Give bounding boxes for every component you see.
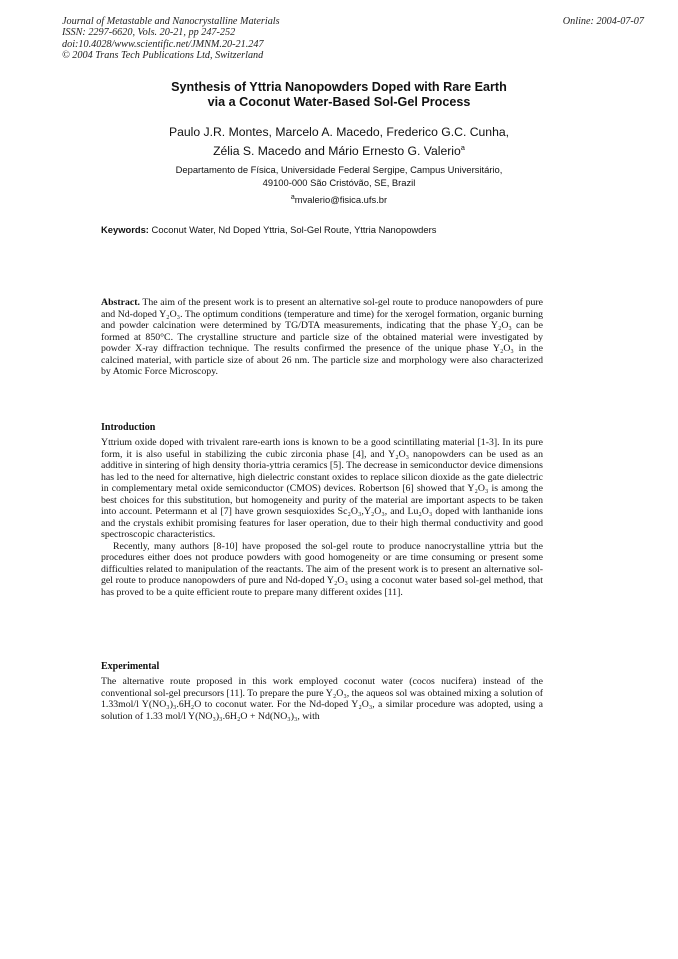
abstract-paragraph xyxy=(101,297,543,378)
affiliation-line-1: Departamento de Física, Universidade Federal Sergipe, Campus Universitário, xyxy=(175,164,503,175)
introduction-paragraph-2: Recently, many authors [8-10] have proposed the sol-gel route to produce nanocrystalline yttria but the procedures either does not produce powders with good homogeneity or are time consuming or present some difficulties related to manipulation of the reactants. The aim of the present work is to present an alternative sol-gel route to produce nanopowders of pure and Nd-doped Y₂O₃ using a coconut water based sol-gel method, that has proved to be a quite efficient route to prepare many different oxides [11]. xyxy=(101,540,543,598)
paper-title xyxy=(0,80,678,110)
email-line xyxy=(0,192,678,207)
author-marker: a xyxy=(460,143,465,152)
introduction-paragraph-1: Yttrium oxide doped with trivalent rare-earth ions is known to be a good scintillating material [1-3]. In its pure form, it is also useful in stabilizing the cubic zirconia phase [4], and Y₂O₃ nanopowders can be used as an additive in sintering of high density thoria-yttria ceramics [5]. The decrease in semiconductor device dimensions has led to the need for alternative, high dielectric constant oxides to replace silicon dioxide as the gate dielectric in complementary metal oxide semiconductor (CMOS) devices. Robertson [6] showed that Y₂O₃ is among the best choices for this substitution, but homogeneity and purity of the material are important aspects to be taken into account. Petermann et al [7] have grown sesquioxides Sc₂O₃,Y₂O₃, and Lu₂O₃ doped with lanthanide ions and the crystals exhibit promising features for laser operation, due to their high thermal conductivity and good spectroscopic characteristics. xyxy=(101,437,543,540)
affiliation xyxy=(0,164,678,207)
issn-line: ISSN: 2297-6620, Vols. 20-21, pp 247-252 xyxy=(62,27,236,39)
keywords-line xyxy=(101,224,436,235)
title-line-1: Synthesis of Yttria Nanopowders Doped with Rare Earth xyxy=(171,80,507,94)
email-address: mvalerio@fisica.ufs.br xyxy=(294,194,388,206)
journal-name: Journal of Metastable and Nanocrystalline Materials xyxy=(62,16,280,27)
journal-header xyxy=(62,16,280,62)
introduction-body xyxy=(101,437,543,598)
abstract xyxy=(101,297,543,378)
experimental-heading: Experimental xyxy=(101,661,160,672)
abstract-label: Abstract. xyxy=(101,297,140,308)
email-marker: a xyxy=(290,194,295,202)
keywords-text: Coconut Water, Nd Doped Yttria, Sol-Gel Route, Yttria Nanopowders xyxy=(151,224,437,235)
authors-line-2-text: Zélia S. Macedo and Mário Ernesto G. Valerio xyxy=(213,144,461,159)
keywords-label: Keywords: xyxy=(101,224,149,235)
authors-line-2 xyxy=(0,140,678,159)
experimental-paragraph-1: The alternative route proposed in this work employed coconut water (cocos nucifera) instead of the conventional sol-gel precursors [11]. To prepare the pure Y₂O₃, the aqueos sol was obtained mixing a solution of 1.33mol/l Y(NO₃)₃.6H₂O to coconut water. For the Nd-doped Y₂O₃, a similar procedure was adopted, using a solution of 1.33 mol/l Y(NO₃)₃.6H₂O + Nd(NO₃)₃, with xyxy=(101,676,543,722)
introduction-heading: Introduction xyxy=(101,422,156,433)
authors-line-1: Paulo J.R. Montes, Marcelo A. Macedo, Frederico G.C. Cunha, xyxy=(168,125,510,139)
copyright-line: © 2004 Trans Tech Publications Ltd, Switzerland xyxy=(62,50,264,62)
doi-line: doi:10.4028/www.scientific.net/JMNM.20-21.247 xyxy=(62,38,264,50)
experimental-body xyxy=(101,676,543,722)
title-line-2: via a Coconut Water-Based Sol-Gel Process xyxy=(207,95,471,109)
author-list xyxy=(0,124,678,159)
abstract-text: The aim of the present work is to present an alternative sol-gel route to produce nanopowders of pure and Nd-doped Y₂O₃. The optimum conditions (temperature and time) for the xerogel formation, organic burning and powder calcination were determined by TG/DTA measurements, indicating that the phase Y₂O₃ can be formed at 850°C. The crystalline structure and particle size of the obtained material were investigated by powder X-ray diffraction technique. The results confirmed the presence of the unique phase Y₂O₃ in the calcined material, with particle size of about 26 nm. The particle size and morphology were also characterized by Atomic Force Microscopy. xyxy=(101,297,543,377)
online-date: Online: 2004-07-07 xyxy=(562,16,644,27)
affiliation-line-2: 49100-000 São Cristóvão, SE, Brazil xyxy=(262,176,416,188)
